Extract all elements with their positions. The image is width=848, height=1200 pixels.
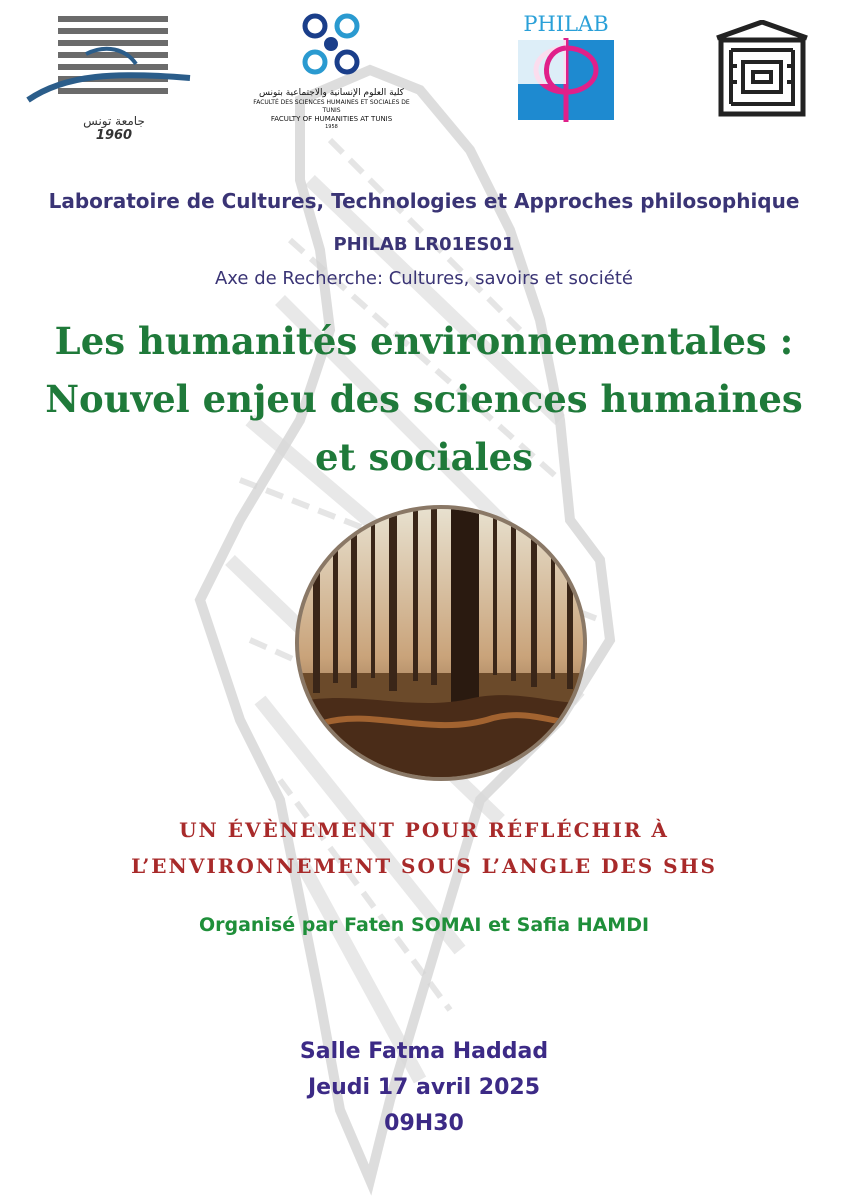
event-date: Jeudi 17 avril 2025	[308, 1075, 540, 1100]
faculty-english-name: FACULTY OF HUMANITIES AT TUNIS	[270, 115, 393, 123]
event-details	[0, 1034, 848, 1142]
faculty-logo	[244, 10, 419, 128]
philab-logo-text: PHILAB	[523, 12, 609, 36]
philab-logo	[512, 12, 620, 128]
kufic-square-logo	[713, 20, 811, 118]
event-subtitle-line-1: UN ÉVÈNEMENT POUR RÉFLÉCHIR À	[179, 818, 669, 842]
faculty-emblem-icon	[297, 10, 367, 84]
university-arabic-name: جامعة تونس	[83, 114, 145, 128]
forest-photo	[293, 503, 589, 783]
kufic-emblem-icon	[713, 20, 811, 118]
faculty-arabic-name: كلية العلوم الإنسانية والاجتماعية بتونس	[259, 88, 404, 98]
university-emblem-icon	[26, 14, 196, 110]
event-venue: Salle Fatma Haddad	[299, 1039, 549, 1064]
faculty-french-name: FACULTÉ DES SCIENCES HUMAINES ET SOCIALES DE TUNIS	[253, 99, 410, 114]
university-year: 1960	[95, 128, 133, 143]
event-title	[0, 312, 848, 486]
research-axis: Axe de Recherche: Cultures, savoirs et société	[214, 268, 634, 289]
philab-phi-icon	[512, 36, 620, 124]
lab-code: PHILAB LR01ES01	[333, 234, 515, 255]
event-title-line-1: Les humanités environnementales :	[54, 319, 794, 363]
university-logo	[26, 14, 196, 146]
faculty-year: 1958	[325, 124, 338, 130]
event-time: 09H30	[384, 1111, 464, 1136]
event-subtitle	[0, 812, 848, 884]
event-title-line-3: et sociales	[314, 435, 533, 479]
lab-name: Laboratoire de Cultures, Technologies et Approches philosophique	[48, 189, 800, 213]
organizers: Organisé par Faten SOMAI et Safia HAMDI	[198, 914, 650, 936]
event-title-line-2: Nouvel enjeu des sciences humaines	[45, 377, 803, 421]
event-subtitle-line-2: L’ENVIRONNEMENT SOUS L’ANGLE DES SHS	[131, 854, 717, 878]
